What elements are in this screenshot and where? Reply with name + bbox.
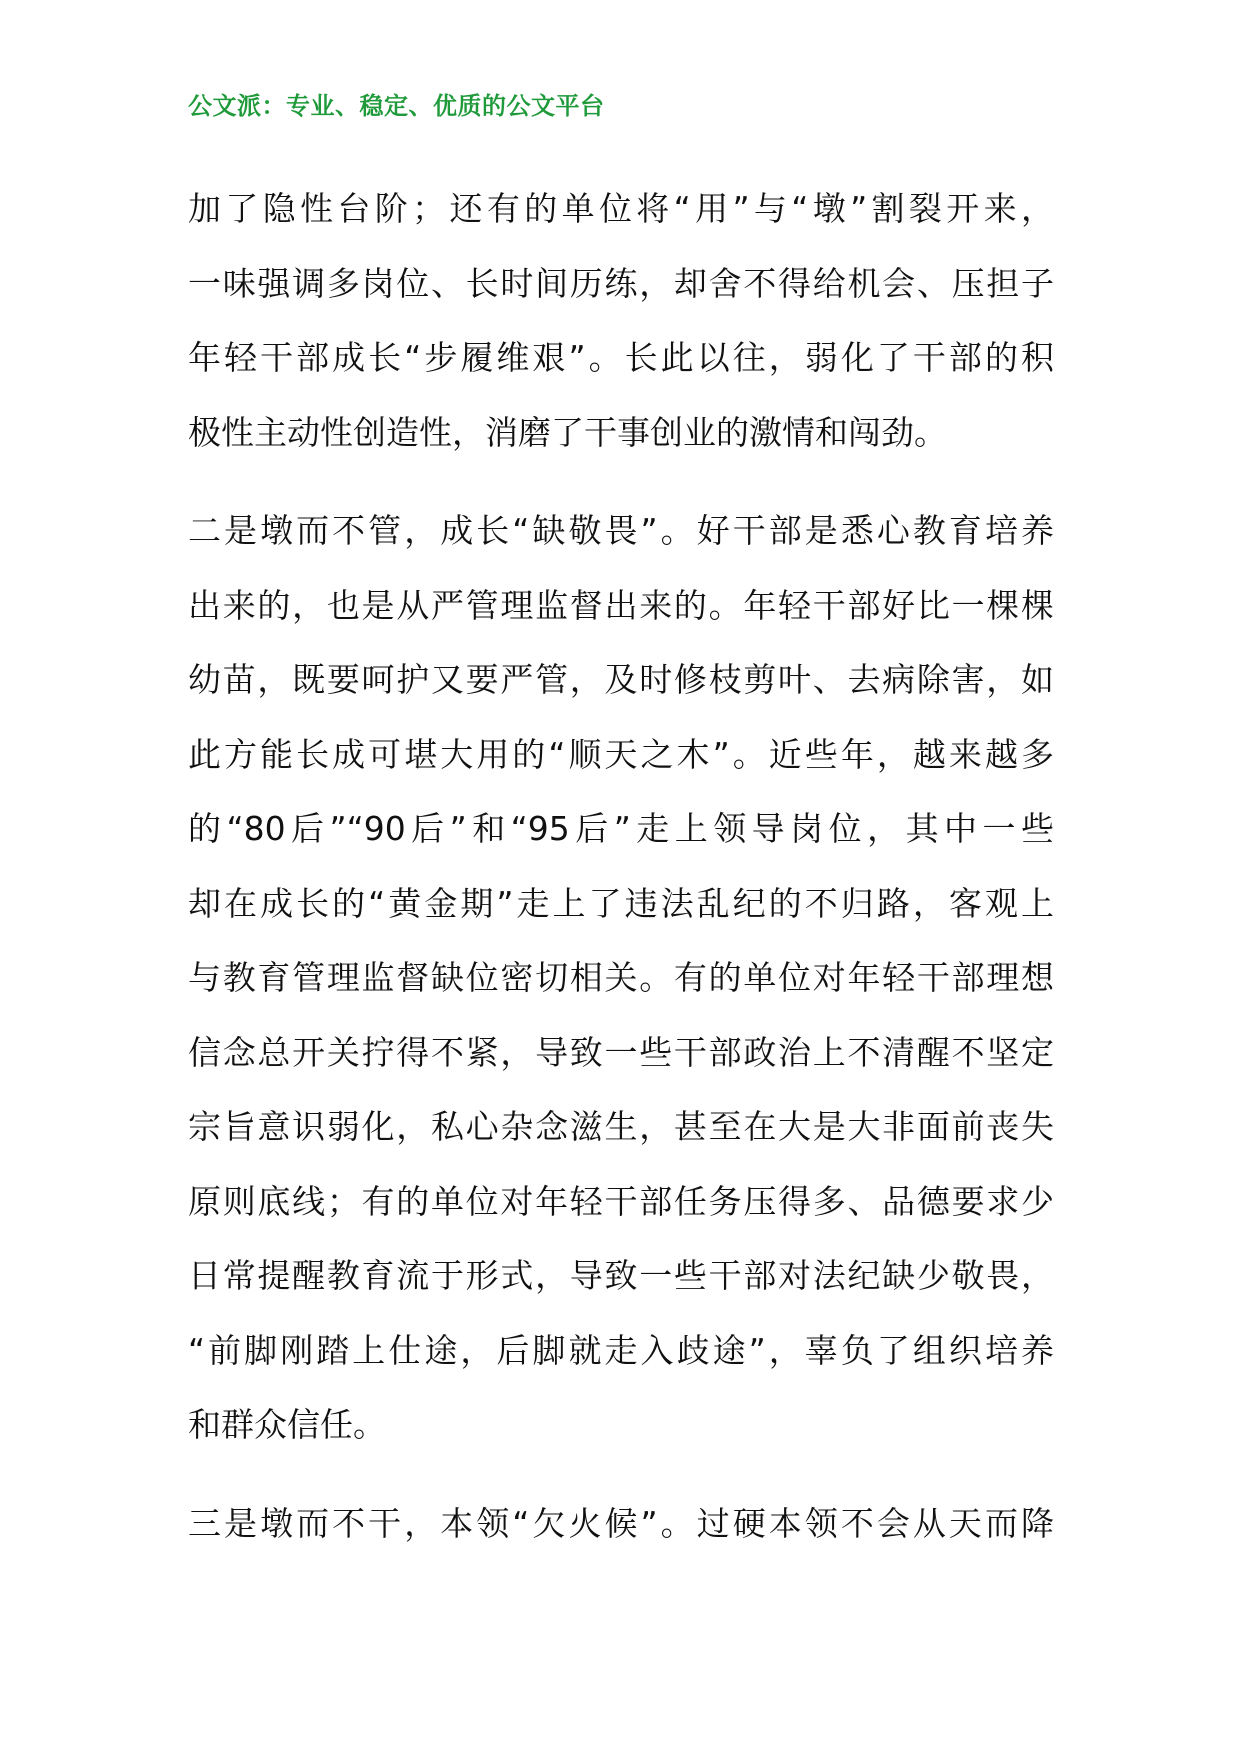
page-header: 公文派：专业、稳定、优质的公文平台	[188, 92, 605, 120]
text-line: 二是墩而不管，成长“缺敬畏”。好干部是悉心教育培养	[188, 511, 1054, 550]
text-line: 一味强调多岗位、长时间历练，却舍不得给机会、压担子	[188, 263, 1054, 303]
text-line: 宗旨意识弱化，私心杂念滋生，甚至在大是大非面前丧失	[188, 1107, 1054, 1146]
text-line: 却在成长的“黄金期”走上了违法乱纪的不归路，客观上	[188, 883, 1054, 923]
paragraph	[188, 494, 1054, 1463]
document-body	[188, 172, 1054, 1585]
paragraph	[188, 172, 1054, 470]
text-line: 幼苗，既要呵护又要严管，及时修枝剪叶、去病除害，如	[188, 660, 1054, 699]
text-line: 与教育管理监督缺位密切相关。有的单位对年轻干部理想	[188, 958, 1054, 997]
text-line: 出来的，也是从严管理监督出来的。年轻干部好比一棵棵	[188, 585, 1054, 625]
text-line: 日常提醒教育流于形式，导致一些干部对法纪缺少敬畏，	[188, 1256, 1054, 1295]
text-line: 原则底线；有的单位对年轻干部任务压得多、品德要求少	[188, 1181, 1054, 1221]
text-line: 极性主动性创造性，消磨了干事创业的激情和闯劲。	[188, 412, 947, 452]
text-line: 此方能长成可堪大用的“顺天之木”。近些年，越来越多	[188, 734, 1054, 774]
text-line: 年轻干部成长“步履维艰”。长此以往，弱化了干部的积	[188, 338, 1054, 377]
text-line: “前脚刚踏上仕途，后脚就走入歧途”，辜负了组织培养	[188, 1330, 1054, 1370]
text-line: 信念总开关拧得不紧，导致一些干部政治上不清醒不坚定	[188, 1032, 1054, 1072]
paragraph	[188, 1487, 1054, 1562]
text-line: 的“80后”“90后”和“95后”走上领导岗位，其中一些	[188, 809, 1054, 848]
text-line: 和群众信任。	[188, 1405, 386, 1444]
text-line: 加了隐性台阶；还有的单位将“用”与“墩”割裂开来，	[188, 189, 1054, 228]
text-line: 三是墩而不干，本领“欠火候”。过硬本领不会从天而降	[188, 1503, 1054, 1543]
